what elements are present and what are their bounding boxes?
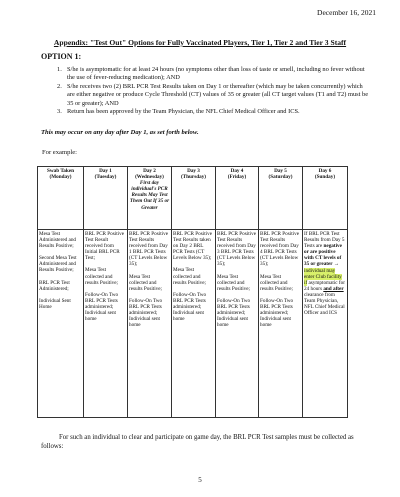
header-swab: Swab Taken (Monday) [38, 167, 84, 230]
cell-day6: If BRL PCR Test Results from Day 5 Tests are negative or are positive with CT levels of 35 or greater → individual may enter Club facility if asymptomatic for 24 hours and after clearance from Team Physician, NFL Chief Medical Officer and ICS [303, 230, 348, 418]
header-day1: Day 1 (Tuesday) [84, 167, 128, 230]
option-heading: OPTION 1: [41, 52, 82, 61]
highlighted-text: individual may enter Club facility if [304, 267, 342, 286]
for-example-label: For example: [42, 149, 77, 156]
item-number: 3. [57, 108, 62, 116]
criteria-item [57, 108, 369, 116]
testing-schedule-table [37, 166, 348, 418]
cell-swab: Mesa Test Administered and Results Positive; Second Mesa Test Administered and Results Positive; BRL PCR Test Administered; Individual Sent Home [38, 230, 84, 418]
header-day5: Day 5 (Saturday) [259, 167, 303, 230]
item-text: Return has been approved by the Team Physician, the NFL Chief Medical Officer and ICS. [67, 108, 300, 116]
criteria-item [57, 66, 369, 83]
item-number: 1. [57, 66, 62, 73]
cell-day4: BRL PCR Positive Test Results received from Day 3 BRL PCR Tests (CT Levels Below 35); Mesa Test collected and results Positive; Follow-On Two BRL PCR Tests administered; Individual sent home [216, 230, 259, 418]
header-day6: Day 6 (Sunday) [303, 167, 348, 230]
table-row [38, 230, 348, 418]
may-occur-note: This may occur on any day after Day 1, as set forth below. [41, 129, 199, 136]
appendix-title: Appendix: "Test Out" Options for Fully Vaccinated Players, Tier 1, Tier 2 and Tier 3 Staff [53, 38, 347, 47]
cell-day2: BRL PCR Positive Test Results received from Day 1 BRL PCR Tests (CT Levels Below 35); Mesa Test collected and results Positive; Follow-On Two BRL PCR Tests administered; Individual sent home [128, 230, 172, 418]
item-number: 2. [57, 82, 62, 90]
document-date: December 16, 2021 [317, 8, 376, 17]
page-number: 5 [198, 476, 202, 484]
header-day4: Day 4 (Friday) [216, 167, 259, 230]
header-day3: Day 3 (Thursday) [172, 167, 216, 230]
item-text: S/he receives two (2) BRL PCR Test Results taken on Day 1 or thereafter (which may be taken concurrently) which are either negative or produce Cycle Threshold (CT) values of 35 or greater (all CT target values (T1 and T2) must be 35 or greater); AND [67, 82, 369, 107]
cell-day3: BRL PCR Positive Test Results taken on Day 2 BRL PCR Tests (CT Levels Below 35); Mesa Test collected and results Positive; Follow-On Two BRL PCR Tests administered; Individual sent home [172, 230, 216, 418]
body-paragraph: For such an individual to clear and participate on game day, the BRL PCR Test samples must be collected as follows: [41, 434, 354, 450]
criteria-item [57, 83, 369, 108]
criteria-list [57, 66, 369, 116]
table-header-row [38, 167, 348, 230]
header-day2: Day 2 (Wednesday) First day individual's PCR Results May Test Them Out If 35 or Greater [128, 167, 172, 230]
cell-day5: BRL PCR Positive Test Results received from Day 4 BRL PCR Tests (CT Levels Below 35); Mesa Test collected and results Positive; Follow-On Two BRL PCR Tests administered; Individual sent home [259, 230, 303, 418]
item-text: S/he is asymptomatic for at least 24 hours (no symptoms other than loss of taste or smell, including no fever without the use of fever-reducing medication); AND [67, 66, 365, 82]
cell-day1: BRL PCR Positive Test Result received from Initial BRL PCR Test; Mesa Test collected and results Positive; Follow-On Two BRL PCR Tests administered; Individual sent home [84, 230, 128, 418]
